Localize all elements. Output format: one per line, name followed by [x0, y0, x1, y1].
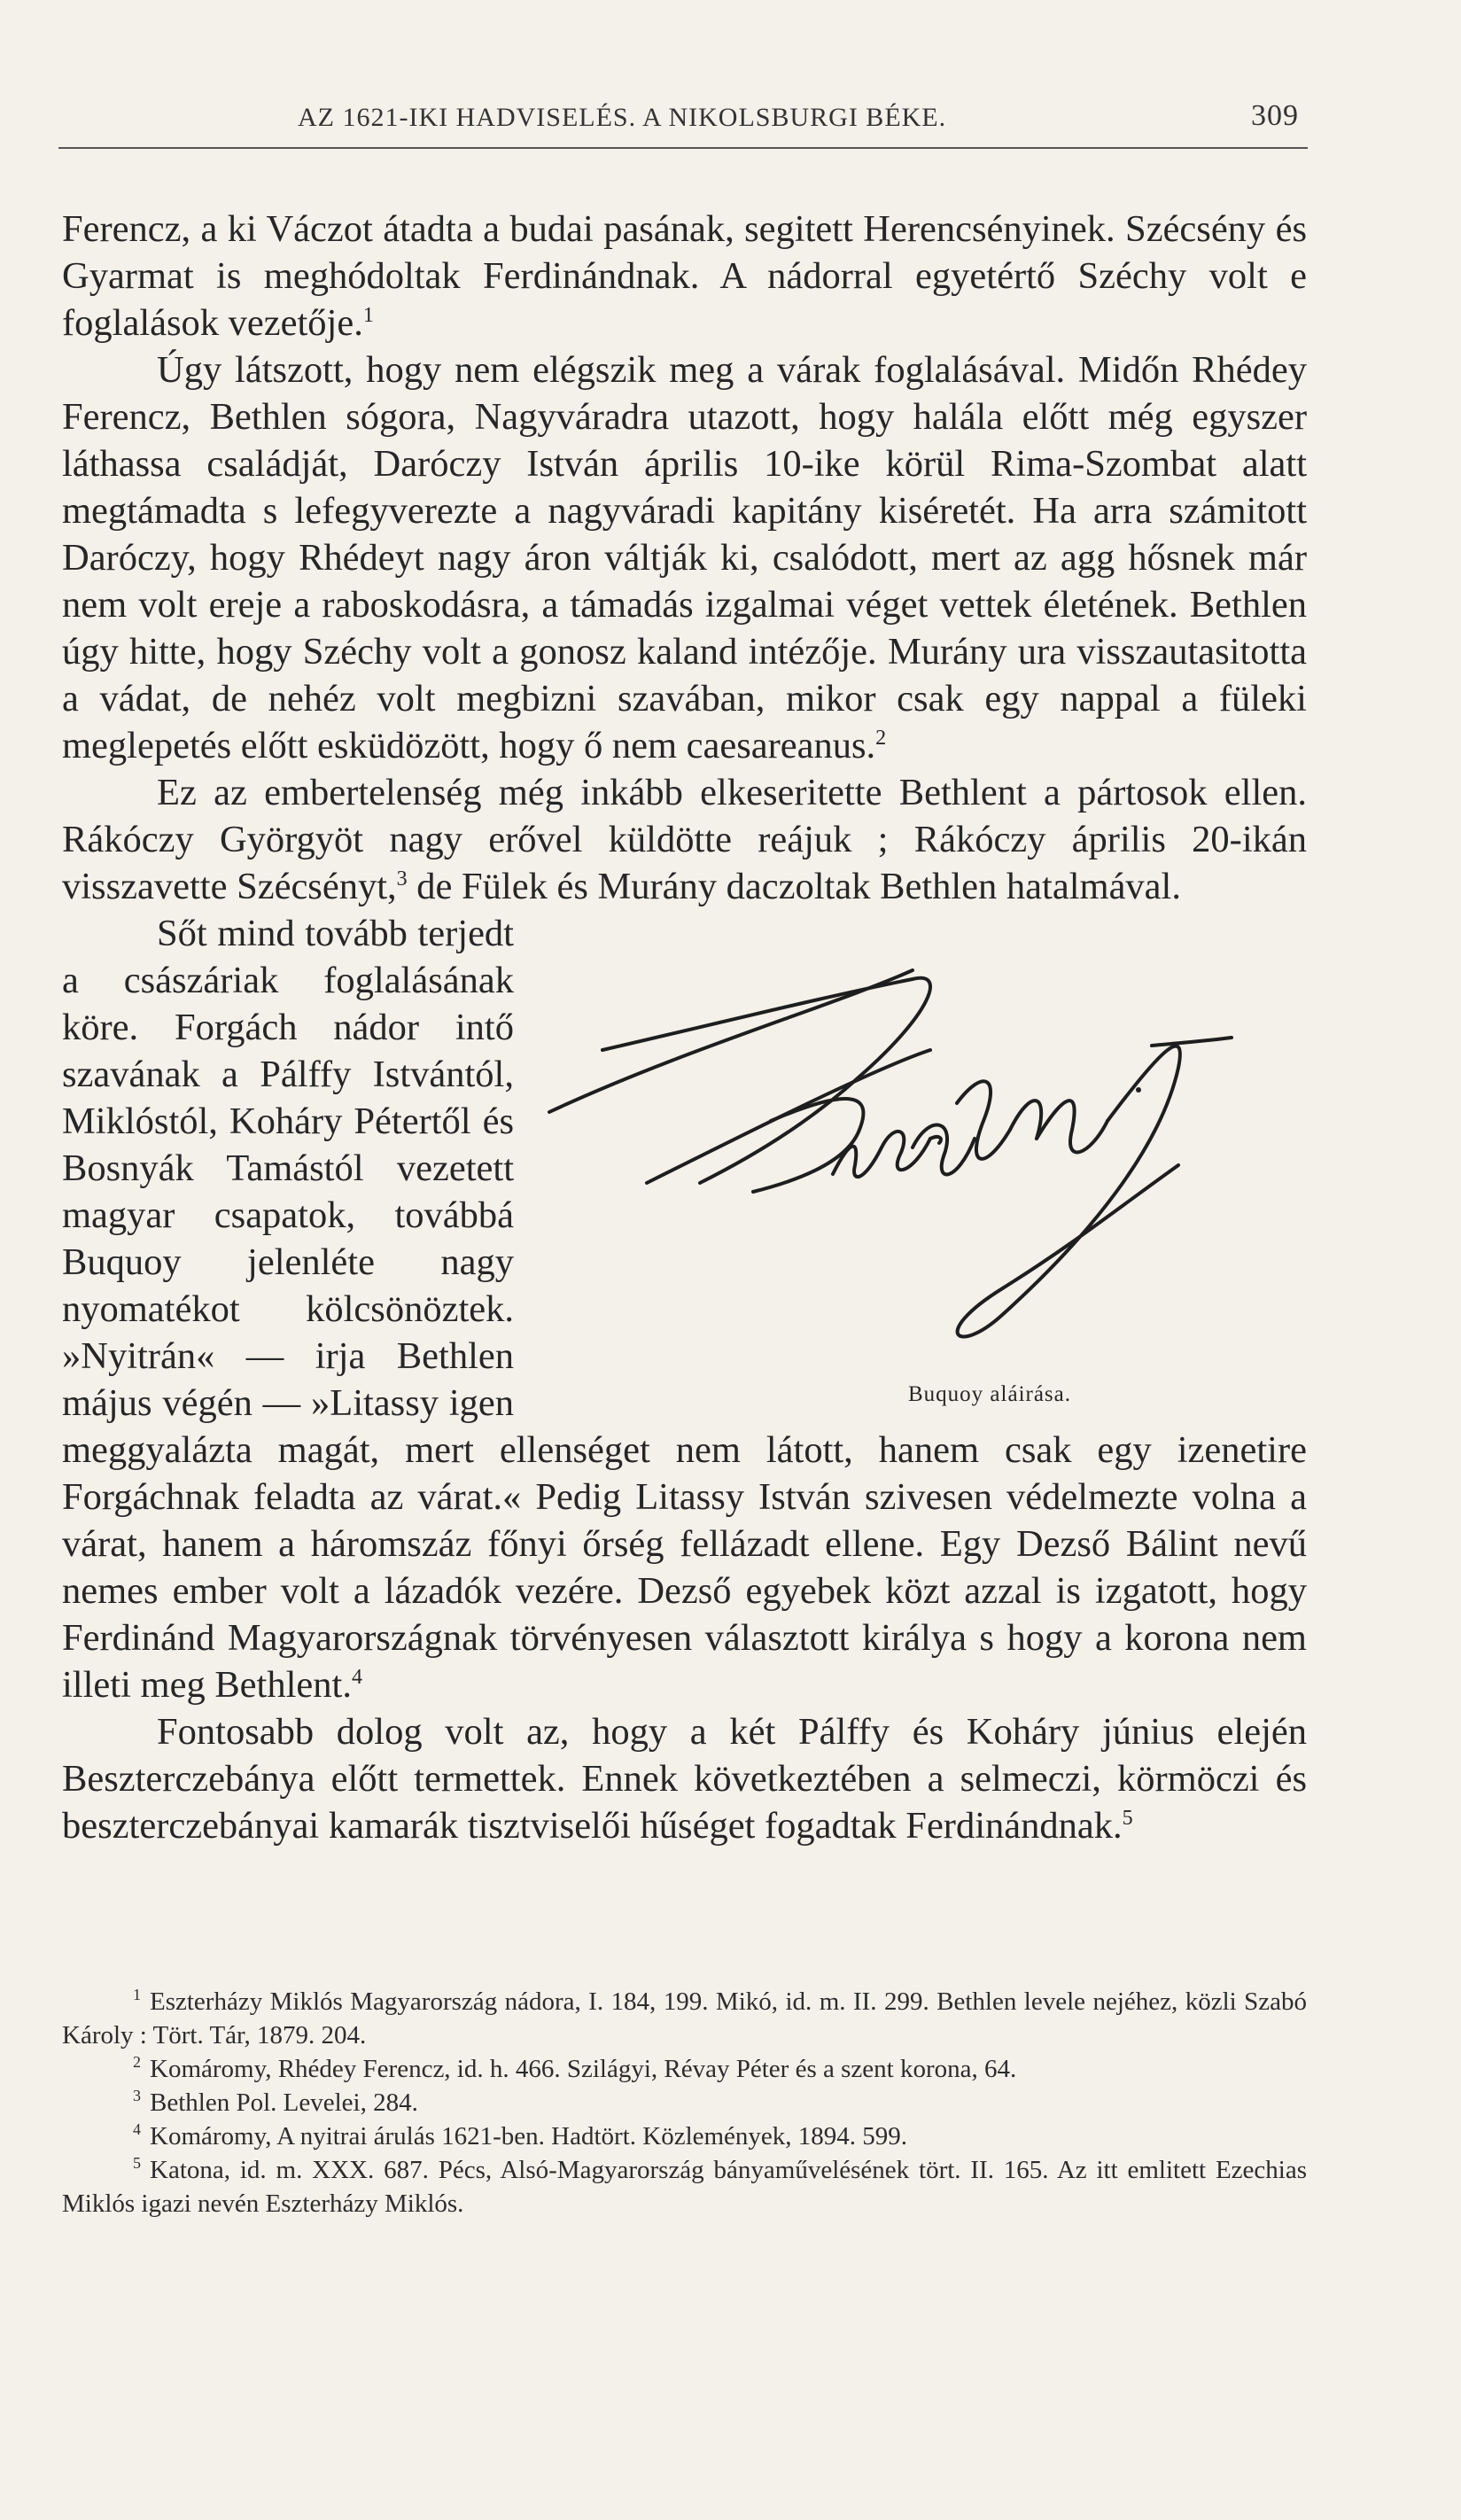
footnote-ref: 5	[1122, 1806, 1133, 1830]
footnote: $^1$ Eszterházy Miklós Magyarország nádora, I. 184, 199. Mikó, id. m. II. 299. Bethlen levele nejéhez, közli Szabó Károly : Tört. Tár, 1879. 204.	[62, 1986, 1307, 2049]
paragraph: Úgy látszott, hogy nem elégszik meg a várak foglalásával. Midőn Rhédey Ferencz, Bethlen sógora, Nagyváradra utazott, hogy halála előtt még egyszer láthassa családját, Daróczy István április 10-ike körül Rima-Szombat alatt megtámadta s lefegyverezte a nagyváradi kapitány kiséretét. Ha arra számitott Daróczy, hogy Rhédeyt nagy áron váltják ki, csalódott, mert az agg hősnek már nem volt ereje a raboskodásra, a támadás izgalmai véget vettek életének. Bethlen úgy hitte, hogy Széchy volt a gonosz kaland intézője. Murány ura visszautasitotta a vádat, de nehéz volt megbizni szavában, mikor csak egy nappal a füleki meglepetés előtt esküdözött, hogy ő nem caesareanus.$^2$	[62, 349, 1307, 766]
page-number: 309	[1251, 99, 1299, 132]
paragraph: Ferencz, a ki Váczot átadta a budai pasának, segitett Herencsényinek. Szécsény és Gyarmat is meghódoltak Ferdinándnak. A nádorral egyetértő Széchy volt e foglalások vezetője.$^1$	[62, 208, 1307, 344]
footnote: $^2$ Komáromy, Rhédey Ferencz, id. h. 466. Szilágyi, Révay Péter és a szent korona, 64.	[133, 2053, 1017, 2083]
signature-figure	[540, 917, 1307, 1413]
footnote-ref: 1	[362, 303, 374, 327]
paragraph: Fontosabb dolog volt az, hogy a két Pálffy és Koháry június elején Beszterczebánya előtt termettek. Ennek következtében a selmeczi, körmöczi és beszterczebányai kamarák tisztviselői hűséget fogadtak Ferdinándnak.$^5$	[62, 1711, 1307, 1847]
footnote-ref: 2	[875, 726, 887, 750]
footnote-ref: 3	[396, 867, 408, 891]
footnote: $^5$ Katona, id. m. XXX. 687. Pécs, Alsó-Magyarország bányaművelésének tört. II. 165. Az itt emlitett Ezechias Miklós igazi nevén Eszterházy Miklós.	[62, 2154, 1307, 2218]
page-header	[58, 92, 1299, 145]
footnote: $^4$ Komáromy, A nyitrai árulás 1621-ben. Hadtört. Közlemények, 1894. 599.	[133, 2120, 908, 2151]
body-text	[62, 206, 1307, 1849]
paragraph: Buquoy aláirása. Sőt mind tovább terjedt a császáriak foglalásának köre. Forgách nádor intő szavának a Pálffy Istvántól, Miklóstól, Koháry Pétertől és Bosnyák Tamástól vezetett magyar csapatok, továbbá Buquoy jelenléte nagy nyomatékot kölcsönöztek. »Nyitrán« — irja Bethlen május végén — »Litassy igen meggyalázta magát, mert ellenséget nem látott, hanem csak egy izenetire Forgáchnak feladta az várat.« Pedig Litassy István szivesen védelmezte volna a várat, hanem a háromszáz főnyi őrség fellázadt ellene. Egy Dezső Bálint nevű nemes ember volt a lázadók vezére. Dezső egyebek közt azzal is izgatott, hogy Ferdinánd Magyarországnak törvényesen választott királya s hogy a korona nem illeti meg Bethlent.$^4$	[62, 913, 1307, 1706]
buquoy-signature-image	[540, 917, 1307, 1360]
footnotes	[62, 1985, 1307, 2221]
running-title: AZ 1621-IKI HADVISELÉS. A NIKOLSBURGI BÉKE.	[298, 103, 947, 132]
figure-caption: Buquoy aláirása.	[908, 1382, 1072, 1406]
footnote: $^3$ Bethlen Pol. Levelei, 284.	[133, 2087, 418, 2117]
footnote-ref: 4	[351, 1665, 362, 1689]
paragraph: Ez az embertelenség még inkább elkeseritette Bethlent a pártosok ellen. Rákóczy Györgyöt nagy erővel küldötte reájuk ; Rákóczy április 20-ikán visszavette Szécsényt,$^3$ de Fülek és Murány daczoltak Bethlen hatalmával.	[62, 772, 1307, 907]
header-rule	[58, 147, 1308, 149]
